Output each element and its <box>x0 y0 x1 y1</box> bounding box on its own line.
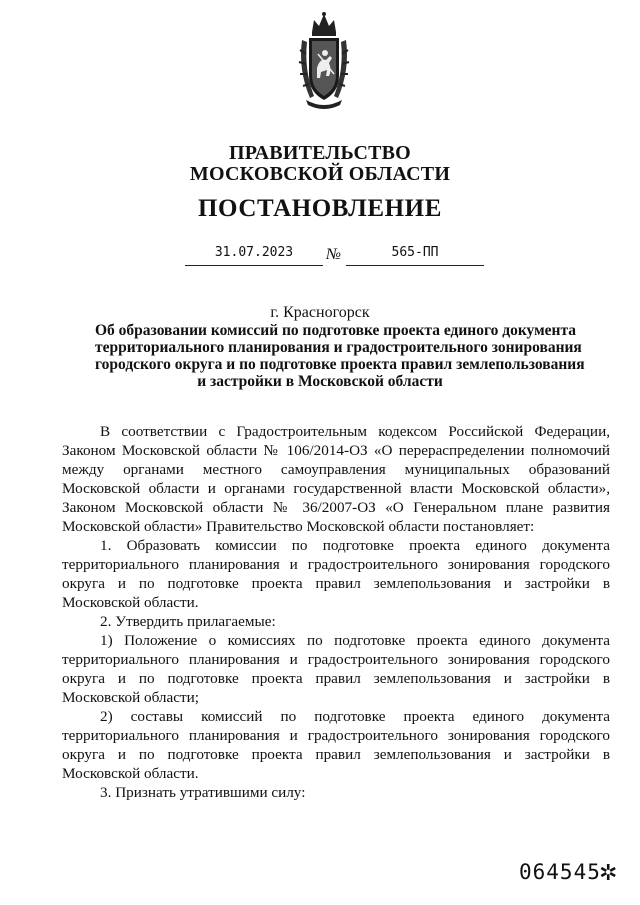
preamble-paragraph: В соответствии с Градостроительным кодексом Российской Федерации, Законом Московской области № 106/2014-ОЗ «О перераспределении полномочий между органами местного самоуправления муниципальных образований Московской области и органами государственной власти Московской области», Законом Московской области № 36/2007-ОЗ «О Генеральном плане развития Московской области» Правительство Московской области постановляет: <box>62 423 610 535</box>
coat-of-arms-icon <box>296 10 352 110</box>
clause-paragraph: 3. Признать утратившими силу: <box>100 784 306 801</box>
document-subject <box>95 322 585 390</box>
subclause-paragraph: 2) составы комиссий по подготовке проекта единого документа территориального планирования и градостроительного зонирования городского округа и по подготовке проекта правил землепользования и застройки в Московской области. <box>62 708 610 782</box>
subject-line: и застройки в Московской области <box>197 373 443 390</box>
subject-line: территориального планирования и градостроительного зонирования <box>95 339 582 356</box>
subject-line: Об образовании комиссий по подготовке проекта единого документа <box>95 322 576 339</box>
city-name: г. Красногорск <box>270 304 370 321</box>
document-number: 565-ПП <box>346 245 484 266</box>
document-type: ПОСТАНОВЛЕНИЕ <box>197 195 443 222</box>
asterisk-mark-icon: ✲ <box>599 860 618 885</box>
number-sign: № <box>326 246 342 263</box>
document-date: 31.07.2023 <box>185 245 323 266</box>
government-title-line1: ПРАВИТЕЛЬСТВО <box>229 142 411 164</box>
government-title-line2: МОСКОВСКОЙ ОБЛАСТИ <box>189 163 451 185</box>
subject-line: городского округа и по подготовке проекта правил землепользования <box>95 356 585 373</box>
document-body <box>62 422 610 802</box>
serial-number: 064545 <box>519 860 601 884</box>
subclause-paragraph: 1) Положение о комиссиях по подготовке проекта единого документа территориального планирования и градостроительного зонирования городского округа и по подготовке проекта правил землепользования и застройки в Московской области; <box>62 632 610 706</box>
clause-paragraph: 2. Утвердить прилагаемые: <box>100 613 276 630</box>
clause-paragraph: 1. Образовать комиссии по подготовке проекта единого документа территориального планирования и градостроительного зонирования городского округа и по подготовке проекта правил землепользования и застройки в Московской области. <box>62 537 610 611</box>
